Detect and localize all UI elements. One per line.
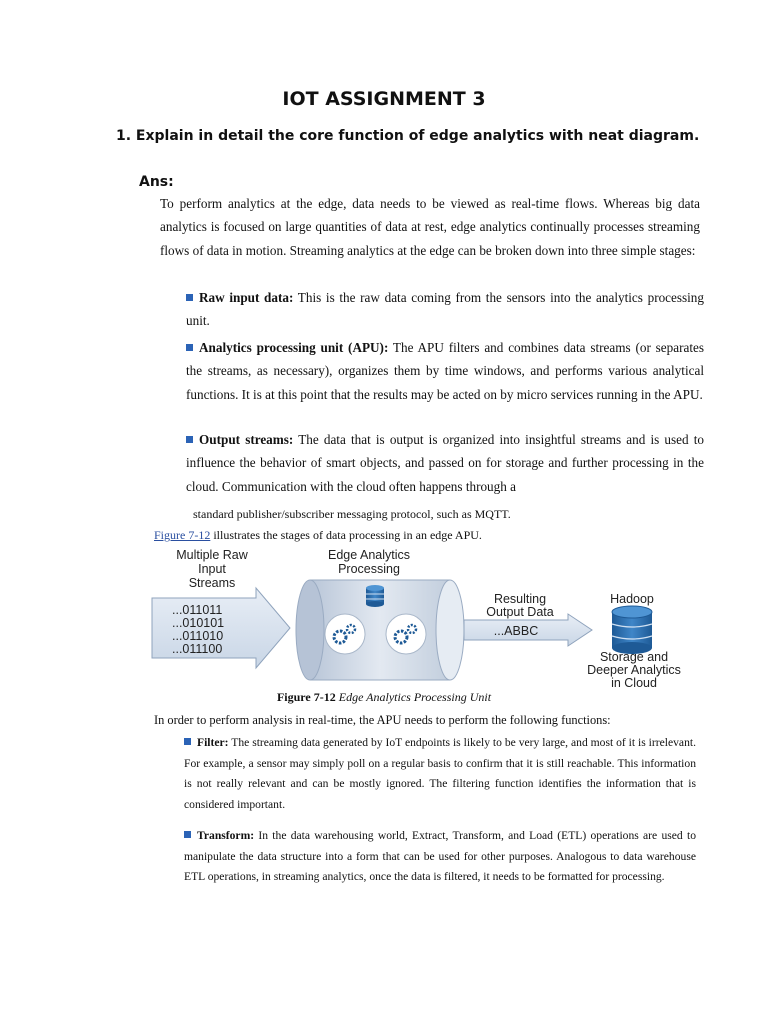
function-term: Filter: bbox=[197, 736, 229, 749]
intro-paragraph: To perform analytics at the edge, data needs to be viewed as real-time flows. Whereas big data analytics is focused on large quantities of data at rest, edge analytics continually processes streaming flows of data in motion. Streaming analytics at the edge can be broken down into three simple stages: bbox=[160, 196, 700, 258]
figure-ref-text: illustrates the stages of data processing in an edge APU. bbox=[210, 528, 482, 542]
answer-label: Ans: bbox=[139, 174, 174, 190]
figure-caption bbox=[0, 690, 768, 705]
stage-term: Raw input data: bbox=[199, 290, 294, 305]
input-bit-stream: ...011100 bbox=[172, 642, 223, 656]
page-title: IOT ASSIGNMENT 3 bbox=[282, 88, 486, 110]
gear-icon bbox=[325, 614, 365, 654]
figure-reference bbox=[154, 528, 482, 543]
stage-apu bbox=[186, 336, 704, 406]
apu-label-line: Edge Analytics bbox=[328, 548, 410, 562]
continuation-line: standard publisher/subscriber messaging protocol, such as MQTT. bbox=[193, 507, 511, 521]
functions-intro: In order to perform analysis in real-time, the APU needs to perform the following functions: bbox=[154, 713, 611, 727]
bullet-square-icon bbox=[186, 344, 193, 351]
database-icon bbox=[366, 585, 384, 607]
figure-link[interactable]: Figure 7-12 bbox=[154, 528, 211, 542]
input-label-line: Input bbox=[198, 562, 226, 576]
function-transform bbox=[184, 826, 696, 888]
hadoop-database-icon bbox=[612, 606, 652, 654]
storage-label-line: in Cloud bbox=[611, 676, 657, 690]
stage-output bbox=[186, 428, 704, 498]
bullet-square-icon bbox=[186, 436, 193, 443]
function-text: The streaming data generated by IoT endpoints is likely to be very large, and most of it is irrelevant. For example, a sensor may simply poll on a regular basis to confirm that it is still reachable. This information is not really relevant and can be mostly ignored. The filtering function identifies the information that is considered important. bbox=[184, 736, 696, 811]
output-label-line: Resulting bbox=[493, 592, 547, 606]
question-heading: 1. Explain in detail the core function of edge analytics with neat diagram. bbox=[116, 128, 700, 144]
function-term: Transform: bbox=[197, 829, 255, 842]
hadoop-label: Hadoop bbox=[610, 592, 654, 606]
caption-number: Figure 7-12 bbox=[276, 690, 336, 704]
edge-analytics-diagram bbox=[148, 544, 708, 690]
bullet-square-icon bbox=[186, 294, 193, 301]
apu-label-line: Processing bbox=[338, 562, 400, 576]
input-bit-stream: ...011010 bbox=[172, 629, 224, 643]
function-text: In the data warehousing world, Extract, Transform, and Load (ETL) operations are used to manipulate the data structure into a form that can be used for other purposes. Analogous to data warehouse ETL operations, in streaming analytics, once the data is filtered, it needs to be formatted for processing. bbox=[184, 829, 696, 884]
stage-raw-input bbox=[186, 286, 704, 333]
storage-label-line: Storage and bbox=[599, 650, 669, 664]
stage-term: Analytics processing unit (APU): bbox=[199, 340, 389, 355]
storage-label-line: Deeper Analytics bbox=[587, 663, 681, 677]
input-bit-stream: ...010101 bbox=[172, 616, 225, 630]
caption-title: Edge Analytics Processing Unit bbox=[335, 690, 492, 704]
stage-term: Output streams: bbox=[199, 432, 294, 447]
output-value: ...ABBC bbox=[493, 624, 539, 638]
input-label-line: Multiple Raw bbox=[176, 548, 248, 562]
stage-text: This is the raw data coming from the sensors into the analytics processing unit. bbox=[186, 290, 704, 329]
function-filter bbox=[184, 733, 696, 815]
bullet-square-icon bbox=[184, 738, 191, 745]
gear-icon bbox=[386, 614, 426, 654]
stage-text: The APU filters and combines data streams (or separates the streams, as necessary), organizes them by time windows, and performs various analytical functions. It is at this point that the results may be acted on by micro services running in the APU. bbox=[186, 340, 704, 402]
output-label-line: Output Data bbox=[486, 605, 554, 619]
input-label-line: Streams bbox=[188, 576, 236, 590]
stage-text: The data that is output is organized into insightful streams and is used to influence the behavior of smart objects, and passed on for storage and further processing in the cloud. Communication with the cloud often happens through a bbox=[186, 432, 705, 494]
bullet-square-icon bbox=[184, 831, 191, 838]
input-bit-stream: ...011011 bbox=[172, 603, 223, 617]
